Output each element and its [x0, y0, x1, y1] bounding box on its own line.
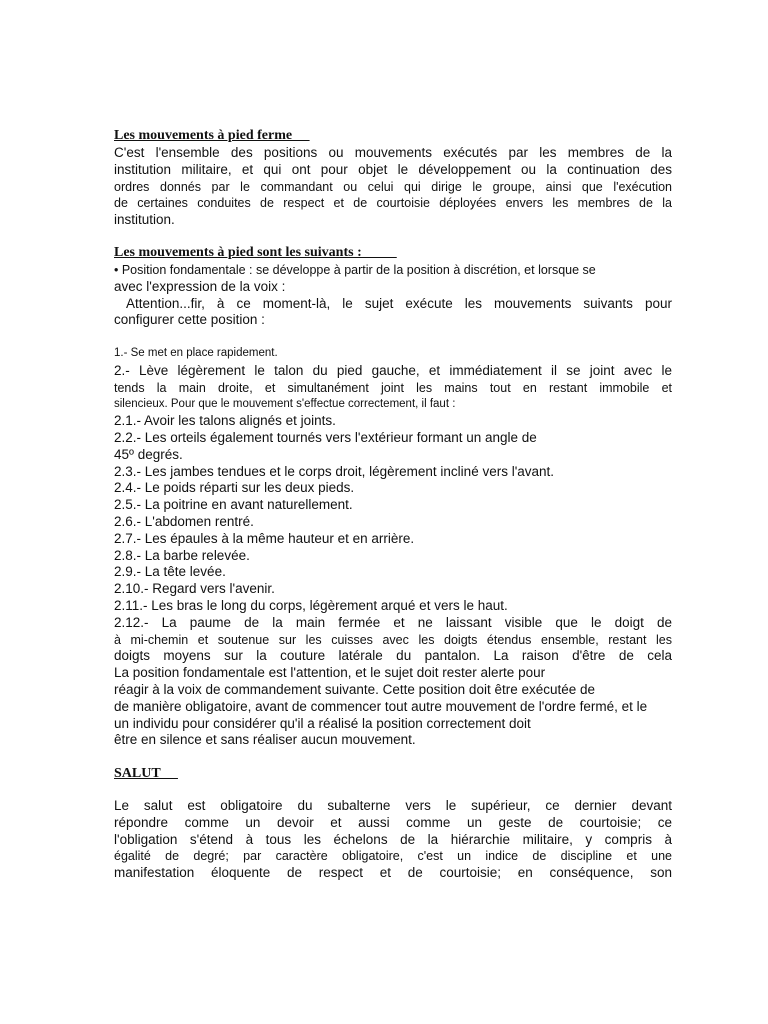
text-line: répondre comme un devoir et aussi comme un geste de courtoisie; ce [114, 814, 672, 830]
list-item: 2.6.- L'abdomen rentré. [114, 513, 254, 529]
heading-mouvements-suivants: Les mouvements à pied sont les suivants : [114, 245, 397, 260]
list-item: 2.4.- Le poids réparti sur les deux pieds. [114, 480, 355, 496]
list-item: 2.3.- Les jambes tendues et le corps droit, légèrement incliné vers l'avant. [114, 463, 555, 479]
list-item: un individu pour considérer qu'il a réalisé la position correctement doit [114, 715, 531, 731]
heading-salut: SALUT [114, 766, 178, 781]
list-item: 2.5.- La poitrine en avant naturellement. [114, 497, 353, 513]
text-line: C'est l'ensemble des positions ou mouvements exécutés par les membres de la [114, 145, 672, 160]
text-line: • Position fondamentale : se développe à partir de la position à discrétion, et lorsque se [114, 263, 596, 277]
text-line: institution. [114, 212, 175, 228]
list-item: doigts moyens sur la couture latérale du pantalon. La raison d'être de cela [114, 648, 672, 664]
paragraph-position-fondamentale [114, 262, 672, 329]
list-item: 2.12.- La paume de la main fermée et ne laissant visible que le doigt de [114, 614, 672, 630]
paragraph-definition [114, 145, 672, 229]
list-item: 2.2.- Les orteils également tournés vers l'extérieur formant un angle de [114, 429, 537, 445]
list-item: réagir à la voix de commandement suivante. Cette position doit être exécutée de [114, 681, 596, 697]
list-item: être en silence et sans réaliser aucun mouvement. [114, 732, 416, 748]
text-line: institution militaire, et qui ont pour objet le développement ou la continuation des [114, 161, 672, 177]
list-item: 2.9.- La tête levée. [114, 564, 226, 580]
list-item: 2.1.- Avoir les talons alignés et joints. [114, 413, 336, 429]
list-item: 45º degrés. [114, 446, 183, 462]
text-line: Attention...fir, à ce moment-là, le sujet exécute les mouvements suivants pour [114, 295, 672, 311]
list-item: 2.- Lève légèrement le talon du pied gauche, et immédiatement il se joint avec le [114, 362, 672, 378]
steps-list [114, 345, 672, 749]
list-item: de manière obligatoire, avant de commencer tout autre mouvement de l'ordre fermé, et le [114, 698, 648, 714]
text-line: ordres donnés par le commandant ou celui qui dirige le groupe, ainsi que l'exécution [114, 179, 672, 194]
list-item: 1.- Se met en place rapidement. [114, 347, 278, 359]
list-item: 2.11.- Les bras le long du corps, légèrement arqué et vers le haut. [114, 597, 508, 613]
text-line: manifestation éloquente de respect et de courtoisie; en conséquence, son [114, 865, 672, 881]
text-line: égalité de degré; par caractère obligatoire, c'est un indice de discipline et une [114, 849, 672, 864]
list-item: à mi-chemin et soutenue sur les cuisses avec les doigts étendus ensemble, restant les [114, 632, 672, 647]
list-item: 2.10.- Regard vers l'avenir. [114, 581, 275, 597]
text-line: de certaines conduites de respect et de courtoisie déployées envers les membres de la [114, 196, 672, 211]
text-line: l'obligation s'étend à tous les échelons de la hiérarchie militaire, y compris à [114, 831, 672, 847]
paragraph-salut [114, 798, 672, 882]
list-item: silencieux. Pour que le mouvement s'effectue correctement, il faut : [114, 398, 456, 411]
list-item: La position fondamentale est l'attention, et le sujet doit rester alerte pour [114, 665, 546, 681]
text-line: avec l'expression de la voix : [114, 278, 286, 294]
list-item: 2.7.- Les épaules à la même hauteur et en arrière. [114, 530, 415, 546]
list-item: 2.8.- La barbe relevée. [114, 547, 250, 563]
list-item: tends la main droite, et simultanément joint les mains tout en restant immobile et [114, 380, 672, 395]
text-line: Le salut est obligatoire du subalterne vers le supérieur, ce dernier devant [114, 798, 672, 813]
heading-mouvements-pied-ferme: Les mouvements à pied ferme [114, 128, 310, 143]
text-line: configurer cette position : [114, 312, 265, 328]
